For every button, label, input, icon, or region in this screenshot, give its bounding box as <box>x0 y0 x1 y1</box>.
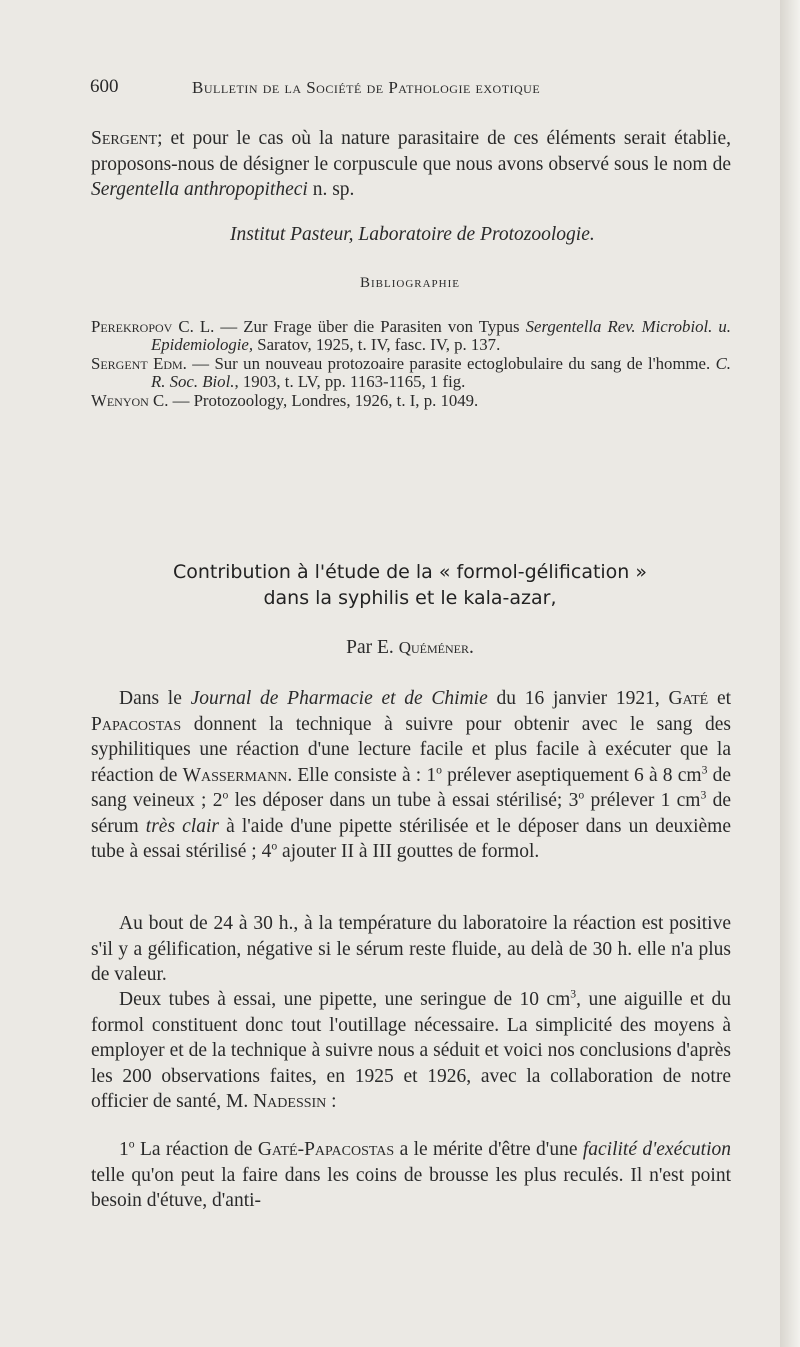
ref-author-first: Edm. <box>153 354 187 373</box>
ref-text: C. L. — Zur Frage über die Parasiten von Typus <box>172 317 526 336</box>
text-run: a le mérite d'être d'une <box>394 1139 583 1160</box>
text-run: de sérum <box>91 790 731 837</box>
ordinal-superscript: o <box>222 788 229 802</box>
page-edge-shadow <box>780 0 800 1347</box>
text-run: prélever aseptiquement 6 à 8 cm <box>442 764 702 786</box>
ref-text: — Sur un nouveau protozoaire parasite ectoglobulaire du sang de l'homme. <box>186 354 716 373</box>
article-byline <box>80 637 740 659</box>
intro-paragraph <box>91 126 731 203</box>
unit-superscript: 3 <box>700 788 707 802</box>
author-name: Papacostas <box>91 713 182 735</box>
text-run: et <box>708 688 732 709</box>
bibliography-entry <box>91 318 731 353</box>
author-name: Wassermann <box>182 764 288 786</box>
byline-author: Quéméner <box>398 638 469 657</box>
body-paragraph-1 <box>91 686 731 865</box>
text-run: à l'aide d'une pipette stérilisée et le déposer dans un deuxième tube à essai stérilisé ; 4 <box>91 815 731 862</box>
page-number: 600 <box>90 76 119 97</box>
author-name: Gaté-Papacostas <box>257 1139 395 1160</box>
ref-genus: Sergentella <box>525 317 602 336</box>
unit-superscript: 3 <box>701 763 708 776</box>
body-paragraph-3 <box>91 987 731 1115</box>
text-run: Dans le <box>119 688 191 709</box>
emphasis: très clair <box>145 815 219 837</box>
byline-par: Par E. <box>346 637 399 658</box>
author-name: Sergent <box>91 128 158 149</box>
journal-name: Journal de Pharmacie et de Chimie <box>190 688 488 709</box>
text-run: : <box>326 1091 337 1112</box>
institution-signature: Institut Pasteur, Laboratoire de Protozoologie. <box>230 224 595 245</box>
byline-end: . <box>468 637 474 658</box>
ref-journal: Rev. Microbiol. u. Epidemiologie, <box>151 317 732 354</box>
body-paragraph-4 <box>91 1137 731 1214</box>
text-run: La réaction de <box>134 1139 258 1160</box>
article-title <box>80 560 740 611</box>
article-title-line: Contribution à l'étude de la « formol-gélification » <box>172 561 648 583</box>
body-paragraph-2: Au bout de 24 à 30 h., à la température du laboratoire la réaction est positive s'il y a gélification, négative si le sérum reste fluide, au delà de 30 h. elle n'a plus de valeur. <box>91 913 731 985</box>
intro-text-end: n. sp. <box>307 179 355 200</box>
ordinal-superscript: o <box>271 839 278 853</box>
emphasis: facilité d'exécution <box>582 1139 731 1160</box>
text-run: ajouter II à III gouttes de formol. <box>277 841 540 862</box>
text-run: 1 <box>119 1139 129 1160</box>
bibliography-list <box>91 318 731 412</box>
intro-text: ; et pour le cas où la nature parasitaire de ces éléments serait établie, proposons-nous de désigner le corpuscule que nous avons observé sous le nom de <box>91 128 731 175</box>
text-run: . Elle consiste à : 1 <box>287 764 437 786</box>
article-title-line: dans la syphilis et le kala-azar, <box>263 586 557 609</box>
ref-details: , 1903, t. LV, pp. 1163-1165, 1 fig. <box>234 371 466 391</box>
text-run: prélever 1 cm <box>584 790 701 811</box>
text-run: , une aiguille et du formol constituent donc tout l'outillage nécessaire. La simplicité des moyens à employer et de la technique à suivre nous a séduit et voici nos conclusions d'après les 200 observations faites, en 1925 et 1926, avec la collaboration de notre officier de santé, M. <box>91 989 731 1112</box>
ordinal-superscript: o <box>128 1137 135 1151</box>
text-run: donnent la technique à suivre pour obtenir avec le sang des syphilitiques une réaction d'une lecture facile et plus facile à exécuter que la réaction de <box>91 713 731 786</box>
running-header <box>90 76 730 102</box>
bibliography-entry <box>91 392 731 410</box>
ordinal-superscript: o <box>578 788 585 802</box>
author-name: Gaté <box>668 688 709 709</box>
ref-details: Saratov, 1925, t. IV, fasc. IV, p. 137. <box>253 334 501 354</box>
species-name: Sergentella anthropopitheci <box>91 179 308 200</box>
text-run: de sang veineux ; 2 <box>91 764 731 811</box>
text-run: du 16 janvier 1921, <box>487 688 669 709</box>
text-run: Deux tubes à essai, une pipette, une seringue de 10 cm <box>119 989 571 1010</box>
ordinal-superscript: o <box>436 763 442 776</box>
ref-author: Perekropov <box>91 317 173 336</box>
person-name: Nadessin <box>253 1091 327 1112</box>
bibliography-entry <box>91 355 731 390</box>
unit-superscript: 3 <box>570 987 577 1001</box>
ref-author: Sergent <box>91 354 148 373</box>
ref-text: C. — Protozoology, Londres, 1926, t. I, p. 1049. <box>148 391 479 410</box>
ref-author: Wenyon <box>91 391 149 410</box>
ref-journal: C. R. Soc. Biol. <box>151 354 731 391</box>
text-run: les déposer dans un tube à essai stérilisé; 3 <box>228 790 579 811</box>
journal-title: Bulletin de la Société de Pathologie exotique <box>192 78 541 97</box>
text-run: telle qu'on peut la faire dans les coins de brousse les plus reculés. Il n'est point besoin d'étuve, d'anti- <box>91 1164 731 1211</box>
bibliography-heading: Bibliographie <box>360 275 460 291</box>
